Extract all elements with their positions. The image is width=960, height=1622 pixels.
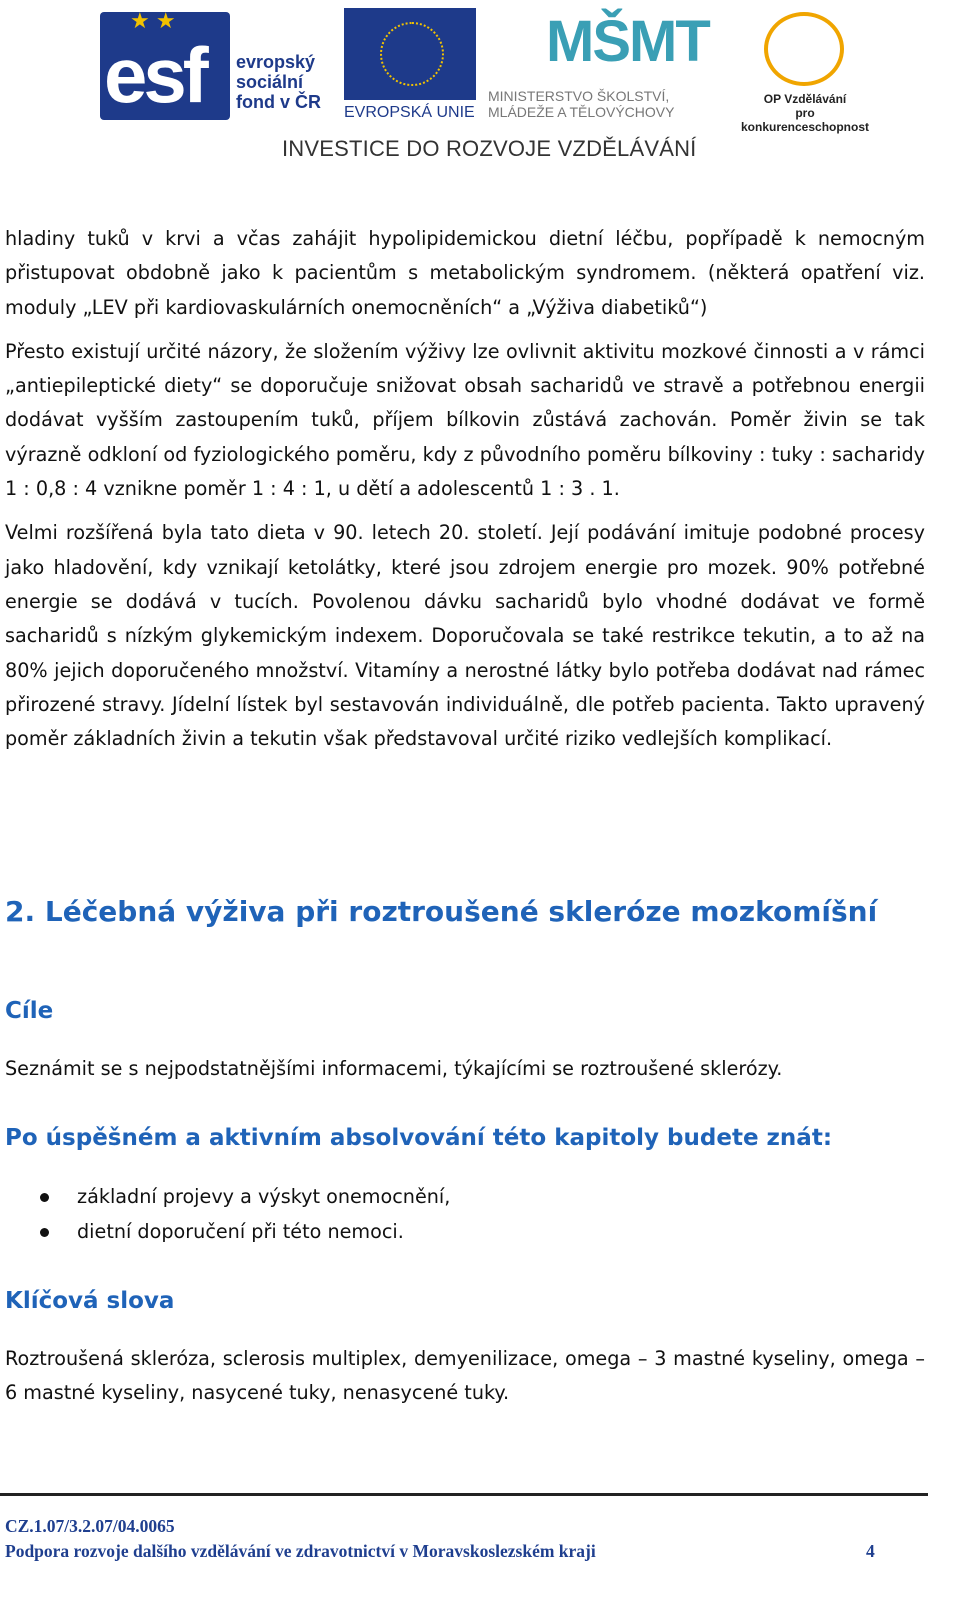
keywords-text: Roztroušená skleróza, sclerosis multiplex, demyenilizace, omega – 3 mastné kyseliny, omega – 6 mastné kyseliny, nasycené tuky, nenasycené tuky. — [5, 1347, 925, 1405]
paragraph-2: Přesto existují určité názory, že složením výživy lze ovlivnit aktivitu mozkové činnosti a v rámci „antiepileptické diety“ se doporučuje snižovat obsah sacharidů ve stravě a potřebnou energii dodávat vyšším zastoupením tuků, příjem bílkovin zůstává zachován. Poměr živin se tak výrazně odkloní od fyziologického poměru, kdy z původního poměru bílkoviny : tuky : sacharidy 1 : 0,8 : 4 vznikne poměr 1 : 4 : 1, u dětí a adolescentů 1 : 3 . 1. — [5, 339, 925, 501]
esf-logo — [100, 8, 340, 126]
msmt-logo-mark: MŠMT — [546, 9, 709, 74]
chapter-title: 2. Léčebná výživa při roztroušené skleróze mozkomíšní — [5, 895, 878, 928]
outcomes-list — [5, 1179, 925, 1249]
header-tagline: INVESTICE DO ROZVOJE VZDĚLÁVÁNÍ — [282, 136, 697, 161]
bullet-icon — [40, 1228, 49, 1237]
eu-flag-icon — [344, 8, 476, 100]
list-item: dietní doporučení při této nemoci. — [5, 1214, 925, 1249]
footer-project-code: CZ.1.07/3.2.07/04.0065 — [5, 1516, 175, 1536]
esf-logo-mark: esf — [104, 31, 205, 119]
footer-project-name: Podpora rozvoje dalšího vzdělávání ve zdravotnictví v Moravskoslezském kraji — [5, 1541, 596, 1561]
esf-logo-text: evropský sociální fond v ČR — [236, 52, 321, 112]
list-item: základní projevy a výskyt onemocnění, — [5, 1179, 925, 1214]
keywords-heading: Klíčová slova — [5, 1288, 175, 1314]
eu-logo-text: EVROPSKÁ UNIE — [344, 104, 475, 121]
msmt-logo-text: MINISTERSTVO ŠKOLSTVÍ, MLÁDEŽE A TĚLOVÝCHOVY — [488, 88, 675, 120]
outcomes-heading: Po úspěšném a aktivním absolvování této kapitoly budete znát: — [5, 1125, 833, 1151]
footer-divider — [0, 1493, 928, 1496]
body-text — [5, 222, 925, 756]
page-header — [0, 0, 960, 175]
msmt-logo — [488, 8, 724, 126]
op-logo-text: OP Vzdělávání pro konkurenceschopnost — [740, 92, 870, 134]
op-logo-icon — [764, 12, 844, 86]
goals-text: Seznámit se s nejpodstatnějšími informacemi, týkajícími se roztroušené sklerózy. — [5, 1057, 783, 1080]
star-icon: ★ ★ — [130, 8, 176, 33]
paragraph-3: Velmi rozšířená byla tato dieta v 90. letech 20. století. Její podávání imituje podobné procesy jako hladovění, kdy vznikají ketolátky, které jsou zdrojem energie pro mozek. 90% potřebné energie se dodává v tucích. Povolenou dávku sacharidů bylo vhodné dodávat ve formě sacharidů s nízkým glykemickým indexem. Doporučovala se také restrikce tekutin, a to až na 80% jejich doporučeného množství. Vitamíny a nerostné látky bylo potřeba dodávat nad rámec přirozené stravy. Jídelní lístek byl sestavován individuálně, dle potřeb pacienta. Takto upravený poměr základních živin a tekutin však představoval určité riziko vedlejších komplikací. — [5, 521, 925, 751]
page-number: 4 — [866, 1541, 875, 1561]
bullet-icon — [40, 1193, 49, 1202]
goals-heading: Cíle — [5, 998, 54, 1024]
op-logo — [730, 8, 880, 134]
paragraph-1: hladiny tuků v krvi a včas zahájit hypolipidemickou dietní léčbu, popřípadě k nemocným přistupovat obdobně jako k pacientům s metabolickým syndromem. (některá opatření viz. moduly „LEV při kardiovaskulárních onemocněních“ a „Výživa diabetiků“) — [5, 227, 925, 319]
eu-logo — [344, 8, 480, 126]
